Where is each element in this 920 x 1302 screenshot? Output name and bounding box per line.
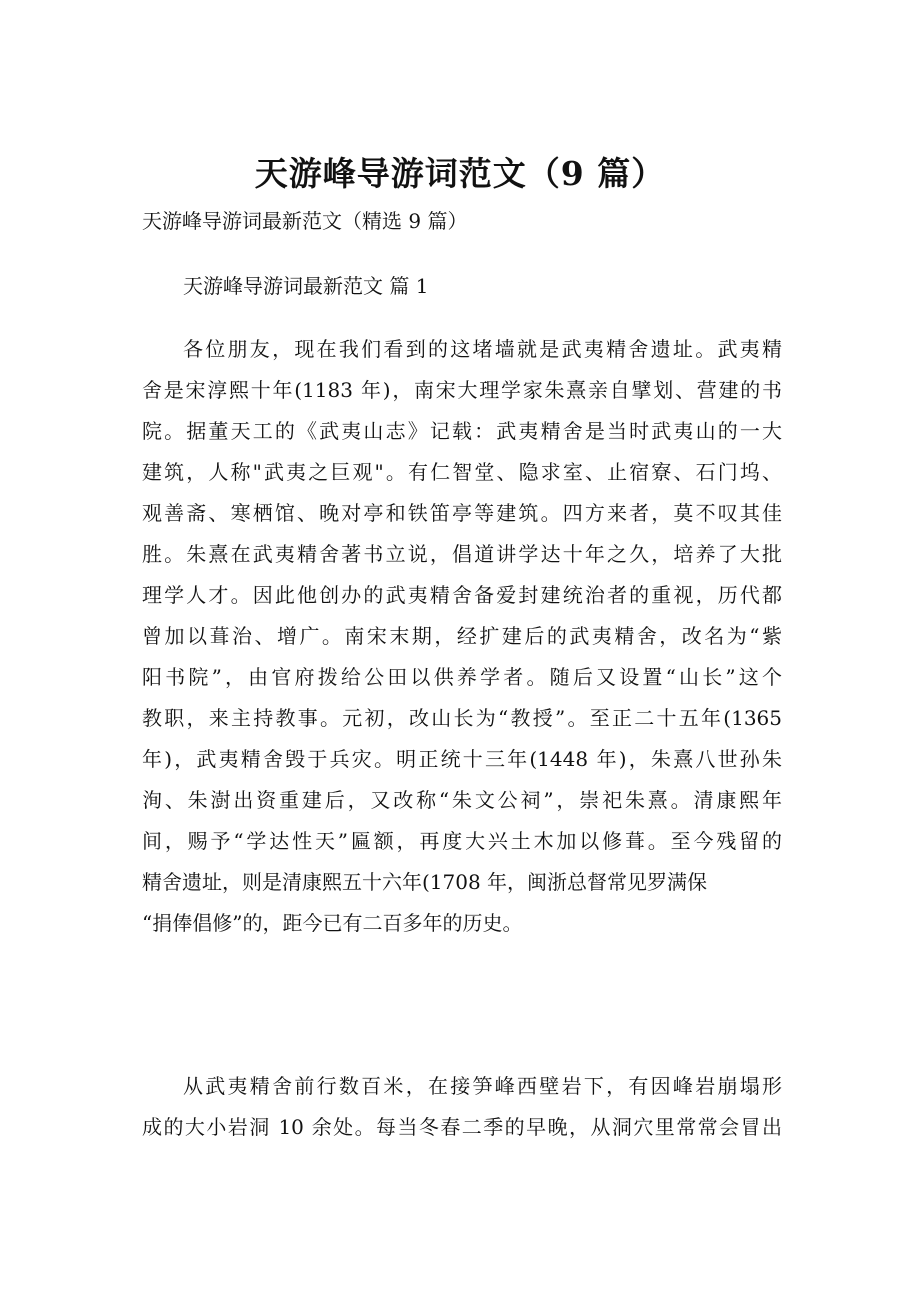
paragraph-line: 成的大小岩洞 10 余处。每当冬春二季的早晚，从洞穴里常常会冒出 <box>142 1115 782 1139</box>
paragraph-line: 年)，武夷精舍毁于兵灾。明正统十三年(1448 年)，朱熹八世孙朱 <box>142 747 782 771</box>
paragraph-line: 观善斋、寒栖馆、晚对亭和铁笛亭等建筑。四方来者，莫不叹其佳 <box>142 501 782 525</box>
paragraph-line: 建筑，人称"武夷之巨观"。有仁智堂、隐求室、止宿寮、石门坞、 <box>142 460 782 484</box>
document-title: 天游峰导游词范文（9 篇） <box>254 154 666 193</box>
paragraph-line: 舍是宋淳熙十年(1183 年)，南宋大理学家朱熹亲自擘划、营建的书 <box>142 378 782 402</box>
paragraph-line: 间，赐予“学达性天”匾额，再度大兴土木加以修葺。至今残留的 <box>142 829 782 853</box>
paragraph-1 <box>142 329 782 944</box>
paragraph-line: 院。据董天工的《武夷山志》记载：武夷精舍是当时武夷山的一大 <box>142 419 782 443</box>
paragraph-line: 各位朋友，现在我们看到的这堵墙就是武夷精舍遗址。武夷精 <box>183 337 782 361</box>
paragraph-line: 曾加以葺治、增广。南宋末期，经扩建后的武夷精舍，改名为“紫 <box>142 624 782 648</box>
paragraph-line: 洵、朱澍出资重建后，又改称“朱文公祠”，崇祀朱熹。清康熙年 <box>142 788 782 812</box>
paragraph-line: 胜。朱熹在武夷精舍著书立说，倡道讲学达十年之久，培养了大批 <box>142 542 782 566</box>
paragraph-line: 精舍遗址，则是清康熙五十六年(1708 年，闽浙总督常见罗满保 <box>142 870 708 894</box>
document-subtitle: 天游峰导游词最新范文（精选 9 篇） <box>142 209 468 233</box>
paragraph-2 <box>142 1066 782 1148</box>
section-heading: 天游峰导游词最新范文 篇 1 <box>183 274 429 298</box>
paragraph-line: 从武夷精舍前行数百米，在接笋峰西壁岩下，有因峰岩崩塌形 <box>183 1074 782 1098</box>
paragraph-line: 教职，来主持教事。元初，改山长为“教授”。至正二十五年(1365 <box>142 706 782 730</box>
paragraph-line: 理学人才。因此他创办的武夷精舍备爱封建统治者的重视，历代都 <box>142 583 782 607</box>
paragraph-line: 阳书院”，由官府拨给公田以供养学者。随后又设置“山长”这个 <box>142 665 782 689</box>
paragraph-line: “捐俸倡修”的，距今已有二百多年的历史。 <box>142 911 523 935</box>
